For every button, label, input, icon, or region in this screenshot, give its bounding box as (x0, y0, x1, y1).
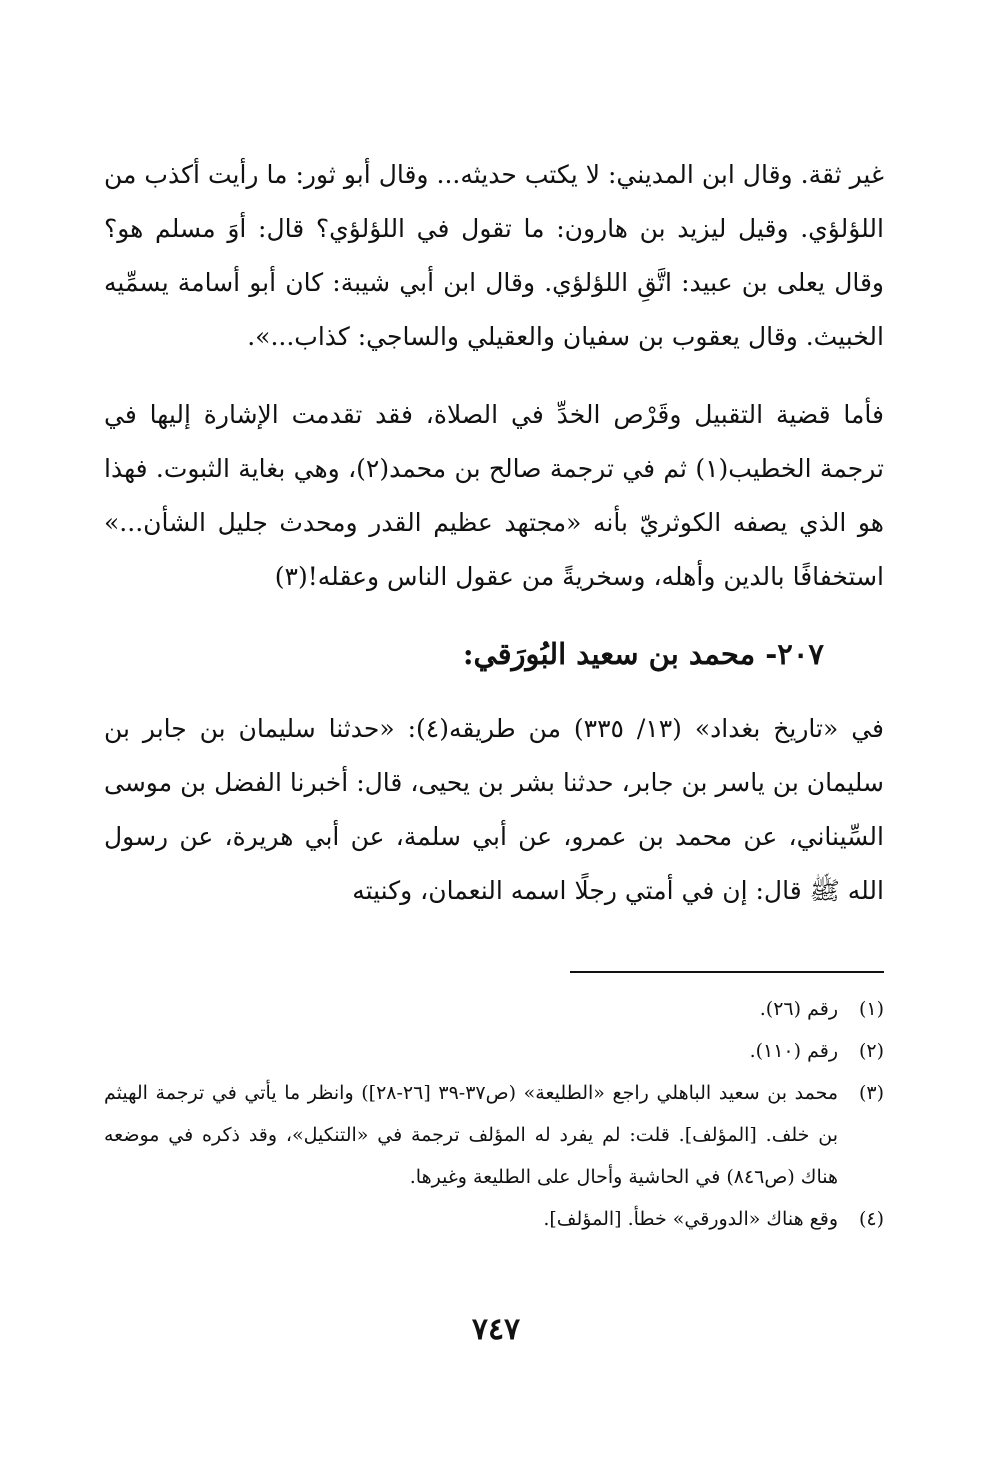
footnote-number: (٢) (858, 1040, 884, 1062)
footnote-text: رقم (٢٦). (759, 998, 838, 1020)
footnote-number: (٣) (858, 1082, 884, 1104)
footnote-item (104, 988, 884, 1030)
footnote-separator (570, 971, 884, 973)
paragraph-1: غير ثقة. وقال ابن المديني: لا يكتب حديثه... وقال أبو ثور: ما رأيت أكذب من اللؤلؤي. وقيل ليزيد بن هارون: ما تقول في اللؤلؤي؟ قال: أوَ مسلم هو؟ وقال يعلى بن عبيد: اتَّقِ اللؤلؤي. وقال ابن أبي شيبة: كان أبو أسامة يسمِّيه الخبيث. وقال يعقوب بن سفيان والعقيلي والساجي: كذاب...». (104, 160, 884, 351)
footnote-item (104, 1030, 884, 1072)
page-number: ٧٤٧ (471, 1312, 521, 1347)
paragraph-3: في «تاريخ بغداد» (١٣/ ٣٣٥) من طريقه(٤): «حدثنا سليمان بن جابر بن سليمان بن ياسر بن جابر، حدثنا بشر بن يحيى، قال: أخبرنا الفضل بن موسى السِّيناني، عن محمد بن عمرو، عن أبي سلمة، عن أبي هريرة، عن رسول الله ﷺ قال: إن في أمتي رجلًا اسمه النعمان، وكنيته (104, 714, 884, 905)
footnote-text: رقم (١١٠). (749, 1040, 838, 1062)
footnote-number: (٤) (858, 1208, 884, 1230)
footnote-item (104, 1198, 884, 1240)
entry-heading: ٢٠٧- محمد بن سعيد البُورَقي: (462, 637, 824, 671)
main-text (104, 148, 884, 918)
footnotes (104, 988, 884, 1240)
footnote-item (104, 1072, 884, 1198)
paragraph-2: فأما قضية التقبيل وقَرْص الخدِّ في الصلاة، فقد تقدمت الإشارة إليها في ترجمة الخطيب(١) ثم في ترجمة صالح بن محمد(٢)، وهي بغاية الثبوت. فهذا هو الذي يصفه الكوثريّ بأنه «مجتهد عظيم القدر ومحدث جليل الشأن...» استخفافًا بالدين وأهله، وسخريةً من عقول الناس وعقله!(٣) (104, 400, 884, 591)
footnote-text: محمد بن سعيد الباهلي راجع «الطليعة» (ص٣٧-٣٩ [٢٦-٢٨]) وانظر ما يأتي في ترجمة الهيثم بن خلف. [المؤلف]. قلت: لم يفرد له المؤلف ترجمة في «التنكيل»، وقد ذكره في موضعه هناك (ص٨٤٦) في الحاشية وأحال على الطليعة وغيرها. (104, 1082, 839, 1188)
footnote-text: وقع هناك «الدورقي» خطأ. [المؤلف]. (543, 1208, 838, 1230)
footnote-number: (١) (858, 998, 884, 1020)
